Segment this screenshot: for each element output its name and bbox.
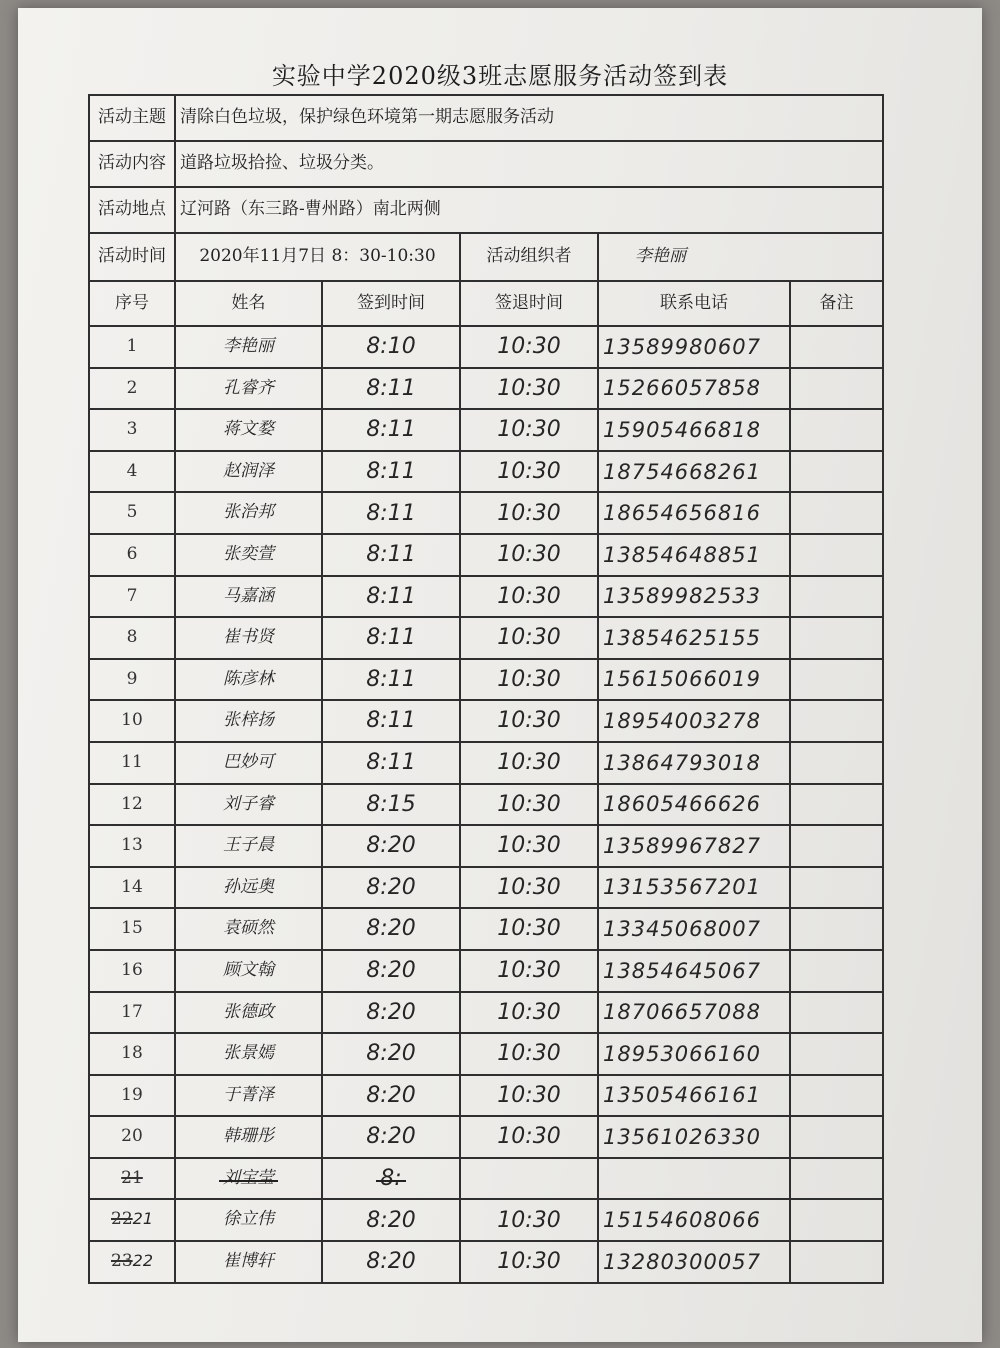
row-number: 7	[89, 576, 175, 618]
phone-number: 18706657088	[598, 992, 790, 1034]
location-label: 活动地点	[89, 187, 175, 233]
note-cell	[790, 409, 883, 451]
phone-number: 18605466626	[598, 784, 790, 826]
header-note: 备注	[790, 281, 883, 326]
table-row	[89, 1241, 883, 1283]
signout-time: 10:30	[460, 534, 598, 576]
signature-name: 刘子睿	[175, 784, 322, 826]
signin-time: 8:20	[322, 950, 460, 992]
signin-time: 8:11	[322, 368, 460, 410]
signout-time: 10:30	[460, 742, 598, 784]
signin-time	[322, 1158, 460, 1200]
table-row	[89, 617, 883, 659]
note-cell	[790, 1241, 883, 1283]
signout-time: 10:30	[460, 992, 598, 1034]
row-number: 19	[89, 1075, 175, 1117]
row-number	[89, 1199, 175, 1241]
signin-time: 8:11	[322, 451, 460, 493]
phone-number: 13589980607	[598, 326, 790, 368]
table-row	[89, 742, 883, 784]
signout-time: 10:30	[460, 1033, 598, 1075]
organizer-label: 活动组织者	[460, 233, 598, 281]
table-row	[89, 1199, 883, 1241]
note-cell	[790, 742, 883, 784]
note-cell	[790, 1033, 883, 1075]
note-cell	[790, 700, 883, 742]
struck-row-number: 22	[111, 1209, 133, 1230]
location-value: 辽河路（东三路-曹州路）南北两侧	[175, 187, 883, 233]
phone-number: 18954003278	[598, 700, 790, 742]
phone-number: 13864793018	[598, 742, 790, 784]
signature-name: 韩珊彤	[175, 1116, 322, 1158]
signout-time: 10:30	[460, 576, 598, 618]
signin-time: 8:20	[322, 1075, 460, 1117]
signature-name: 徐立伟	[175, 1199, 322, 1241]
signin-time: 8:20	[322, 1241, 460, 1283]
table-row	[89, 368, 883, 410]
signature-name: 孔睿齐	[175, 368, 322, 410]
sign-in-table	[88, 94, 884, 1284]
table-row	[89, 409, 883, 451]
phone-number: 13505466161	[598, 1075, 790, 1117]
phone-number: 15266057858	[598, 368, 790, 410]
note-cell	[790, 617, 883, 659]
phone-number: 18654656816	[598, 492, 790, 534]
row-number: 8	[89, 617, 175, 659]
row-number: 15	[89, 908, 175, 950]
signature-name: 崔博轩	[175, 1241, 322, 1283]
time-row	[89, 233, 883, 281]
note-cell	[790, 1075, 883, 1117]
signature-name: 孙远奥	[175, 867, 322, 909]
phone-number: 18754668261	[598, 451, 790, 493]
note-cell	[790, 534, 883, 576]
note-cell	[790, 326, 883, 368]
signin-time: 8:11	[322, 534, 460, 576]
signin-time: 8:11	[322, 409, 460, 451]
signout-time: 10:30	[460, 617, 598, 659]
corrected-row-number: 21	[132, 1209, 153, 1229]
signature-name: 蒋文婺	[175, 409, 322, 451]
phone-number: 15154608066	[598, 1199, 790, 1241]
signin-time: 8:11	[322, 659, 460, 701]
signature-name: 赵润泽	[175, 451, 322, 493]
note-cell	[790, 659, 883, 701]
table-row	[89, 825, 883, 867]
signout-time: 10:30	[460, 451, 598, 493]
signin-time: 8:20	[322, 1199, 460, 1241]
table-row	[89, 451, 883, 493]
signout-time: 10:30	[460, 326, 598, 368]
signature-name: 李艳丽	[175, 326, 322, 368]
signin-time: 8:10	[322, 326, 460, 368]
phone-number: 13589967827	[598, 825, 790, 867]
row-number: 17	[89, 992, 175, 1034]
signin-time: 8:11	[322, 576, 460, 618]
signout-time: 10:30	[460, 825, 598, 867]
signin-time: 8:11	[322, 617, 460, 659]
signin-time: 8:20	[322, 825, 460, 867]
signin-time: 8:11	[322, 742, 460, 784]
row-number: 5	[89, 492, 175, 534]
corrected-row-number: 22	[132, 1251, 153, 1271]
note-cell	[790, 576, 883, 618]
note-cell	[790, 784, 883, 826]
signout-time: 10:30	[460, 409, 598, 451]
row-number: 1	[89, 326, 175, 368]
signout-time: 10:30	[460, 867, 598, 909]
signature-name: 袁硕然	[175, 908, 322, 950]
phone-number: 13589982533	[598, 576, 790, 618]
header-no: 序号	[89, 281, 175, 326]
phone-number: 13854648851	[598, 534, 790, 576]
signature-name	[175, 1158, 322, 1200]
signout-time: 10:30	[460, 659, 598, 701]
sheet-title: 实验中学2020级3班志愿服务活动签到表	[271, 62, 729, 90]
header-row	[89, 281, 883, 326]
row-number: 3	[89, 409, 175, 451]
signout-time: 10:30	[460, 1116, 598, 1158]
note-cell	[790, 1158, 883, 1200]
phone-number: 13280300057	[598, 1241, 790, 1283]
row-number: 9	[89, 659, 175, 701]
row-number: 2	[89, 368, 175, 410]
note-cell	[790, 950, 883, 992]
content-label: 活动内容	[89, 141, 175, 187]
theme-value: 清除白色垃圾，保护绿色环境第一期志愿服务活动	[175, 95, 883, 141]
signout-time: 10:30	[460, 1075, 598, 1117]
struck-signin-time: 8:	[380, 1166, 402, 1192]
table-row	[89, 492, 883, 534]
note-cell	[790, 1199, 883, 1241]
row-number: 10	[89, 700, 175, 742]
signature-name: 王子晨	[175, 825, 322, 867]
signature-name: 张奕萱	[175, 534, 322, 576]
header-phone: 联系电话	[598, 281, 790, 326]
table-row	[89, 867, 883, 909]
signout-time: 10:30	[460, 784, 598, 826]
row-number: 6	[89, 534, 175, 576]
signin-time: 8:11	[322, 492, 460, 534]
phone-number	[598, 1158, 790, 1200]
signature-name: 张治邦	[175, 492, 322, 534]
phone-number: 13854625155	[598, 617, 790, 659]
time-value: 2020年11月7日 8：30-10:30	[175, 233, 460, 281]
table-row	[89, 576, 883, 618]
phone-number: 13854645067	[598, 950, 790, 992]
signout-time: 10:30	[460, 492, 598, 534]
signin-time: 8:20	[322, 1033, 460, 1075]
signout-time: 10:30	[460, 1241, 598, 1283]
signout-time	[460, 1158, 598, 1200]
row-number: 16	[89, 950, 175, 992]
table-row	[89, 950, 883, 992]
signout-time: 10:30	[460, 700, 598, 742]
row-number: 12	[89, 784, 175, 826]
time-label: 活动时间	[89, 233, 175, 281]
phone-number: 15905466818	[598, 409, 790, 451]
sign-in-sheet	[18, 8, 982, 1342]
header-name: 姓名	[175, 281, 322, 326]
signin-time: 8:20	[322, 992, 460, 1034]
note-cell	[790, 1116, 883, 1158]
row-number	[89, 1241, 175, 1283]
phone-number: 13561026330	[598, 1116, 790, 1158]
table-row	[89, 1158, 883, 1200]
signature-name: 张景嫣	[175, 1033, 322, 1075]
table-row	[89, 534, 883, 576]
row-number: 4	[89, 451, 175, 493]
table-row	[89, 1075, 883, 1117]
table-row	[89, 659, 883, 701]
table-row	[89, 700, 883, 742]
content-value: 道路垃圾拾捡、垃圾分类。	[175, 141, 883, 187]
row-number: 13	[89, 825, 175, 867]
signout-time: 10:30	[460, 908, 598, 950]
content-row	[89, 141, 883, 187]
signature-name: 马嘉涵	[175, 576, 322, 618]
note-cell	[790, 368, 883, 410]
signature-name: 张梓扬	[175, 700, 322, 742]
theme-row	[89, 95, 883, 141]
signout-time: 10:30	[460, 368, 598, 410]
note-cell	[790, 451, 883, 493]
row-number: 14	[89, 867, 175, 909]
phone-number: 13345068007	[598, 908, 790, 950]
table-row	[89, 784, 883, 826]
signin-time: 8:15	[322, 784, 460, 826]
organizer-signature: 李艳丽	[598, 233, 883, 281]
signout-time: 10:30	[460, 1199, 598, 1241]
signature-name: 巴妙可	[175, 742, 322, 784]
note-cell	[790, 492, 883, 534]
row-number: 21	[89, 1158, 175, 1200]
phone-number: 13153567201	[598, 867, 790, 909]
table-row	[89, 326, 883, 368]
table-row	[89, 908, 883, 950]
location-row	[89, 187, 883, 233]
row-number: 18	[89, 1033, 175, 1075]
header-signin: 签到时间	[322, 281, 460, 326]
note-cell	[790, 992, 883, 1034]
table-row	[89, 1033, 883, 1075]
signature-name: 顾文翰	[175, 950, 322, 992]
phone-number: 15615066019	[598, 659, 790, 701]
signature-name: 陈彦林	[175, 659, 322, 701]
row-number: 20	[89, 1116, 175, 1158]
note-cell	[790, 867, 883, 909]
table-row	[89, 992, 883, 1034]
header-signout: 签退时间	[460, 281, 598, 326]
struck-row-number: 23	[111, 1251, 133, 1272]
signout-time: 10:30	[460, 950, 598, 992]
signin-time: 8:11	[322, 700, 460, 742]
signin-time: 8:20	[322, 1116, 460, 1158]
struck-signature-name: 刘宝莹	[223, 1167, 274, 1188]
signin-time: 8:20	[322, 908, 460, 950]
signature-name: 崔书贤	[175, 617, 322, 659]
row-number: 11	[89, 742, 175, 784]
table-row	[89, 1116, 883, 1158]
theme-label: 活动主题	[89, 95, 175, 141]
note-cell	[790, 908, 883, 950]
signin-time: 8:20	[322, 867, 460, 909]
note-cell	[790, 825, 883, 867]
signature-name: 于菁泽	[175, 1075, 322, 1117]
signature-name: 张德政	[175, 992, 322, 1034]
phone-number: 18953066160	[598, 1033, 790, 1075]
